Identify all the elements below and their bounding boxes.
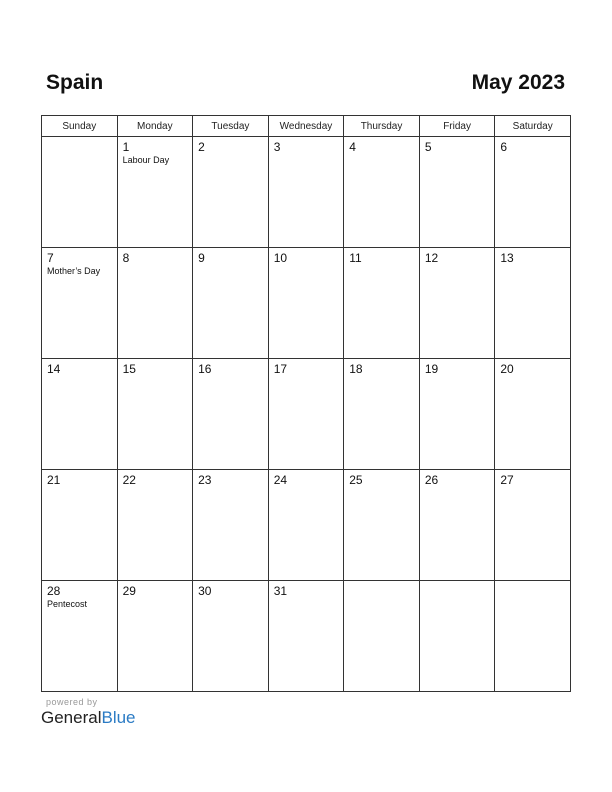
week-row bbox=[42, 248, 571, 359]
holiday-label bbox=[118, 265, 193, 266]
day-number: 28 bbox=[47, 584, 61, 598]
day-cell bbox=[344, 248, 420, 359]
holiday-label bbox=[193, 376, 268, 377]
day-number: 20 bbox=[500, 362, 514, 376]
week-row bbox=[42, 581, 571, 692]
day-number: 15 bbox=[122, 362, 136, 376]
holiday-label bbox=[193, 487, 268, 488]
holiday-label bbox=[193, 265, 268, 266]
day-number: 7 bbox=[47, 251, 54, 265]
day-cell bbox=[268, 470, 344, 581]
holiday-label bbox=[118, 376, 193, 377]
day-number: 17 bbox=[273, 362, 288, 376]
day-number: 9 bbox=[198, 251, 205, 265]
day-cell bbox=[344, 470, 420, 581]
day-number: 2 bbox=[198, 140, 205, 154]
day-number: 24 bbox=[273, 473, 288, 487]
day-cell bbox=[193, 137, 269, 248]
weekday-wednesday: Wednesday bbox=[268, 116, 344, 137]
day-cell bbox=[268, 359, 344, 470]
month-year-title: May 2023 bbox=[471, 71, 565, 94]
day-cell bbox=[193, 359, 269, 470]
day-number: 12 bbox=[424, 251, 439, 265]
holiday-label bbox=[269, 598, 344, 599]
day-number: 30 bbox=[198, 584, 212, 598]
day-cell bbox=[193, 248, 269, 359]
day-number: 16 bbox=[198, 362, 212, 376]
holiday-label bbox=[420, 487, 495, 488]
holiday-label bbox=[344, 265, 419, 266]
holiday-label bbox=[495, 376, 570, 377]
weekday-saturday: Saturday bbox=[495, 116, 571, 137]
day-cell bbox=[495, 359, 571, 470]
day-cell bbox=[419, 581, 495, 692]
weekday-header-row bbox=[42, 116, 571, 137]
weekday-tuesday: Tuesday bbox=[193, 116, 269, 137]
day-number: 10 bbox=[273, 251, 288, 265]
brand-name-part2: Blue bbox=[101, 708, 136, 727]
day-cell bbox=[495, 248, 571, 359]
calendar-grid bbox=[41, 115, 571, 692]
day-cell bbox=[495, 581, 571, 692]
day-cell bbox=[344, 581, 420, 692]
holiday-label: Mother’s Day bbox=[47, 266, 101, 276]
day-number: 8 bbox=[122, 251, 130, 265]
day-cell bbox=[268, 137, 344, 248]
day-number: 5 bbox=[424, 140, 432, 154]
day-cell bbox=[193, 581, 269, 692]
holiday-label bbox=[118, 598, 193, 599]
weekday-friday: Friday bbox=[419, 116, 495, 137]
day-number: 6 bbox=[500, 140, 508, 154]
day-cell bbox=[495, 137, 571, 248]
holiday-label bbox=[344, 585, 419, 586]
day-cell bbox=[268, 581, 344, 692]
day-number: 23 bbox=[198, 473, 212, 487]
day-cell bbox=[117, 137, 193, 248]
day-number: 18 bbox=[349, 362, 363, 376]
holiday-label bbox=[495, 585, 570, 586]
generalblue-logo[interactable] bbox=[41, 708, 136, 728]
day-number: 21 bbox=[47, 473, 61, 487]
day-number: 14 bbox=[47, 362, 61, 376]
day-number: 29 bbox=[122, 584, 136, 598]
holiday-label bbox=[420, 265, 495, 266]
holiday-label bbox=[420, 154, 495, 155]
holiday-label bbox=[495, 154, 570, 155]
day-number: 19 bbox=[424, 362, 439, 376]
day-cell bbox=[344, 137, 420, 248]
holiday-label: Labour Day bbox=[122, 155, 170, 165]
day-cell bbox=[117, 248, 193, 359]
day-cell bbox=[117, 470, 193, 581]
holiday-label bbox=[42, 487, 117, 488]
day-cell bbox=[117, 359, 193, 470]
holiday-label: Pentecost bbox=[47, 599, 88, 609]
day-cell bbox=[495, 470, 571, 581]
day-cell bbox=[419, 359, 495, 470]
week-row bbox=[42, 470, 571, 581]
day-number: 4 bbox=[349, 140, 356, 154]
day-cell bbox=[117, 581, 193, 692]
holiday-label bbox=[193, 598, 268, 599]
day-cell bbox=[268, 248, 344, 359]
day-cell bbox=[42, 359, 118, 470]
day-cell bbox=[42, 581, 118, 692]
day-number: 31 bbox=[273, 584, 288, 598]
day-cell bbox=[419, 248, 495, 359]
day-number: 25 bbox=[349, 473, 363, 487]
holiday-label bbox=[344, 376, 419, 377]
day-cell bbox=[42, 248, 118, 359]
week-row bbox=[42, 359, 571, 470]
holiday-label bbox=[420, 585, 495, 586]
holiday-label bbox=[420, 376, 495, 377]
holiday-label bbox=[269, 154, 344, 155]
day-number: 11 bbox=[349, 251, 362, 265]
day-number: 13 bbox=[500, 251, 514, 265]
week-row bbox=[42, 137, 571, 248]
holiday-label bbox=[42, 141, 117, 142]
holiday-label bbox=[344, 487, 419, 488]
day-number: 26 bbox=[424, 473, 439, 487]
holiday-label bbox=[495, 265, 570, 266]
holiday-label bbox=[42, 376, 117, 377]
holiday-label bbox=[344, 154, 419, 155]
day-number: 22 bbox=[122, 473, 136, 487]
country-title: Spain bbox=[46, 71, 104, 94]
brand-name-part1: General bbox=[41, 708, 102, 727]
weekday-thursday: Thursday bbox=[344, 116, 420, 137]
day-cell bbox=[42, 470, 118, 581]
powered-by-text: powered by bbox=[46, 697, 98, 707]
holiday-label bbox=[269, 487, 344, 488]
holiday-label bbox=[193, 154, 268, 155]
weekday-sunday: Sunday bbox=[42, 116, 118, 137]
day-number: 1 bbox=[122, 140, 130, 154]
weekday-monday: Monday bbox=[117, 116, 193, 137]
day-cell bbox=[419, 137, 495, 248]
day-cell bbox=[419, 470, 495, 581]
holiday-label bbox=[269, 376, 344, 377]
holiday-label bbox=[495, 487, 570, 488]
day-cell bbox=[344, 359, 420, 470]
day-number: 3 bbox=[273, 140, 281, 154]
holiday-label bbox=[269, 265, 344, 266]
day-number: 27 bbox=[500, 473, 514, 487]
day-cell bbox=[193, 470, 269, 581]
holiday-label bbox=[118, 487, 193, 488]
day-cell bbox=[42, 137, 118, 248]
